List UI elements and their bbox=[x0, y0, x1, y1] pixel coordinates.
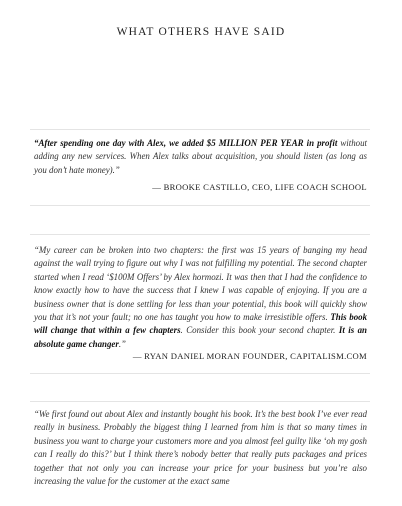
testimonial-quote-2 bbox=[34, 244, 367, 351]
testimonial-attribution-2: — RYAN DANIEL MORAN FOUNDER, CAPITALISM.COM bbox=[132, 351, 367, 361]
divider bbox=[30, 129, 370, 130]
quote-emphasis: “After spending one day with Alex, we added $5 MILLION PER YEAR in profit bbox=[34, 138, 338, 148]
divider bbox=[30, 234, 370, 235]
divider bbox=[30, 401, 370, 402]
quote-text: .” bbox=[118, 338, 126, 349]
testimonial-quote-3 bbox=[34, 408, 367, 488]
quote-emphasis: It is an absolute game changer bbox=[34, 325, 367, 349]
divider bbox=[30, 205, 370, 206]
quote-text: “We first found out about Alex and instantly bought his book. It’s the best book I’ve ever read really in business. Probably the biggest thing I learned from him is that so many times in business you want to charge your customers more and you almost feel guilty like ‘oh my gosh can I really do this?’ but I think there’s nobody better that really puts packages and prices together that not only you can increase your price for your business but you’re also increasing the value for the customer at the exact same bbox=[34, 409, 367, 487]
quote-text: “My career can be broken into two chapters: the first was 15 years of banging my head against the wall trying to figure out why I was not fulfilling my potential. The second chapter started when I read ‘$100M Offers’ by Alex hormozi. It was then that I had the confidence to know exactly how to have the success that I knew I was capable of enjoying. If you are a business owner that is done settling for less than your potential, this book will quickly show you that it’s not your fault; no one has taught you how to make irresistible offers. bbox=[34, 245, 367, 323]
divider bbox=[30, 373, 370, 374]
quote-text: without adding any new services. When Alex talks about acquisition, you should listen (as long as you don’t hate money).” bbox=[34, 138, 367, 175]
testimonial-quote-1 bbox=[34, 137, 367, 177]
quote-text: . Consider this book your second chapter. bbox=[180, 325, 339, 336]
quote-emphasis: This book will change that within a few chapters bbox=[34, 312, 368, 336]
testimonial-attribution-1: — BROOKE CASTILLO, CEO, LIFE COACH SCHOOL bbox=[152, 182, 367, 192]
page-title: WHAT OTHERS HAVE SAID bbox=[116, 26, 286, 38]
